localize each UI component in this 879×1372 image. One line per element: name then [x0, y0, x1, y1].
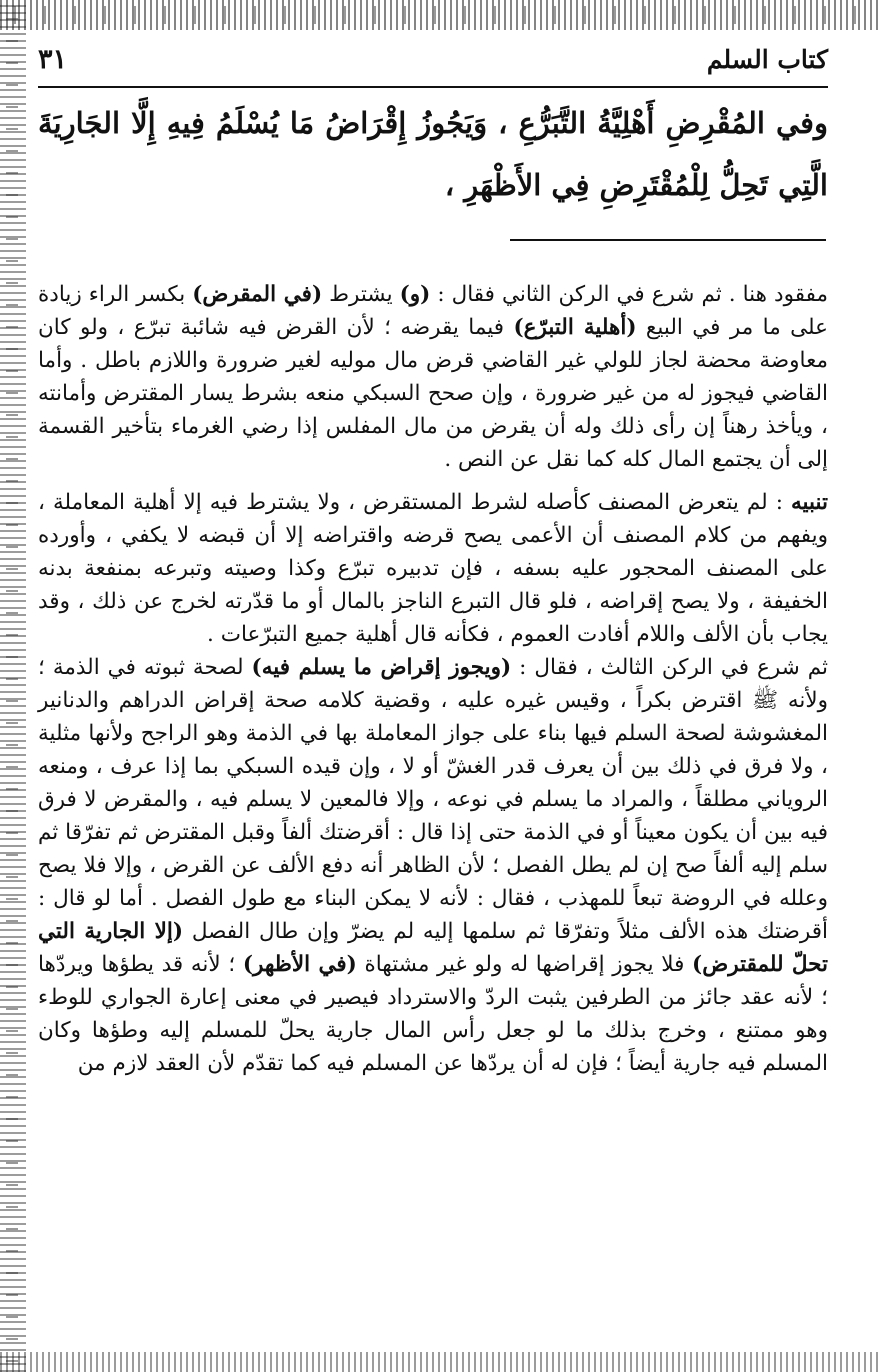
commentary-text: : لم يتعرض المصنف كأصله لشرط المستقرض ، ولا يشترط فيه إلا أهلية المعاملة ، ويفهم من كلام المصنف أن الأعمى يصح قرضه واقتراضه إلا أن قبضه لا يكفي ، وأورده على المصنف المحجور عليه بسفه ، فإن تدبيره تبرّع وكذا وصيته وتبرعه بمنفعة بدنه الخفيفة ، ولا يصح إقراضه ، فلو قال التبرع الناجز بالمال أو ما قدّرته لخرج عن ذلك ، وقد يجاب بأن الألف واللام أفادت العموم ، فكأنه قال أهلية جميع التبرّعات . [38, 490, 828, 647]
decorative-border-left-pattern [6, 0, 18, 1372]
commentary-text: لصحة ثبوته في الذمة ؛ ولأنه ﷺ اقترض بكراً ، وقيس غيره عليه ، وقضية كلامه صحة إقراض الدراهم والدنانير المغشوشة لصحة السلم فيها بناء على جواز المعاملة بها في الذمة وهو الراجح ولأنها مثلية ، ولا فرق في ذلك بين أن يعرف قدر الغشّ أو لا ، وإن قيده السبكي بما إذا عرف ، ومنعه الروياني مطلقاً ، والمراد ما يسلم في نوعه ، وإلا فالمعين لا يسلم فيه ، والمقرض لا فرق فيه بين أن يكون معيناً أو في الذمة حتى إذا قال : أقرضتك ألفاً وقبل المقترض ثم تفرّقا ثم سلم إليه ألفاً صح إن لم يطل الفصل ؛ لأن الظاهر أنه دفع الألف عن القرض ، وإلا فلا يصح وعلله في الروضة تبعاً للمهذب ، فقال : لأنه لا يمكن البناء مع طول الفصل . أما لو قال : أقرضتك هذه الألف مثلاً وتفرّقا ثم سلمها إليه لم يضرّ وإن طال الفصل [38, 655, 828, 944]
matn-text: وفي المُقْرِضِ أَهْلِيَّةُ التَّبَرُّعِ ، وَيَجُوزُ إِقْرَاضُ مَا يُسْلَمُ فِيهِ إِلَّا الجَارِيَةَ الَّتِي تَحِلُّ لِلْمُقْتَرِضِ فِي الأَظْهَرِ ، [38, 106, 828, 202]
commentary-text: ثم شرع في الركن الثالث ، فقال : [511, 655, 829, 680]
bold-term: (ويجوز إقراض ما يسلم فيه) [251, 655, 512, 680]
bold-term: (إلا الجارية التي تحلّ للمقترض) [38, 919, 829, 977]
commentary-text: فلا يجوز إقراضها له ولو غير مشتهاة [356, 952, 693, 977]
decorative-border-bottom [0, 1352, 879, 1372]
commentary-text: فيما يقرضه ؛ لأن القرض فيه شائبة تبرّع ، ولو كان معاوضة محضة لجاز للولي غير القاضي قرض مال موليه لغير ضرورة واللازم باطل . وأما القاضي فيجوز له من غير ضرورة ، وإن صحح السبكي منعه بشرط يسار المقترض وأمانته ، ويأخذ رهناً إن رأى ذلك وله أن يقرض من مال المفلس إذا رضي الغرماء بتأخير القسمة إلى أن يجتمع المال كله كما نقل عن النص . [38, 315, 828, 472]
bold-term: تنبيه [791, 490, 828, 515]
bold-term: (في المقرض) [192, 282, 323, 307]
bold-term: (أهلية التبرّع) [513, 315, 637, 340]
book-title: كتاب السلم [706, 45, 828, 74]
commentary-paragraph [38, 651, 828, 1080]
commentary-text: مفقود هنا . ثم شرع في الركن الثاني فقال : [430, 282, 828, 307]
footnote-separator [510, 239, 826, 241]
commentary-paragraph [38, 486, 828, 651]
bold-term: (في الأظهر) [242, 952, 357, 977]
page-number: ٣١ [38, 44, 68, 75]
commentary-paragraph [38, 278, 828, 476]
page-header [38, 40, 828, 86]
header-divider [38, 86, 828, 88]
bold-term: (و) [399, 282, 431, 307]
commentary-text: يشترط [322, 282, 400, 307]
commentary-text: بكسر الراء زيادة على ما مر في البيع [38, 282, 828, 340]
decorative-border-top-pattern [0, 6, 879, 24]
commentary-body [38, 278, 828, 1080]
commentary-text: ؛ لأنه قد يطؤها ويردّها ؛ لأنه عقد جائز من الطرفين يثبت الردّ والاسترداد فيصير في معنى إعارة الجواري للوطء وهو ممتنع ، وخرج بذلك ما لو جعل رأس المال جارية يحلّ للمسلم إليه وطؤها وكان المسلم فيه جارية أيضاً ؛ فإن له أن يردّها عن المسلم فيه كما تقدّم لأن العقد لازم من [38, 952, 828, 1076]
